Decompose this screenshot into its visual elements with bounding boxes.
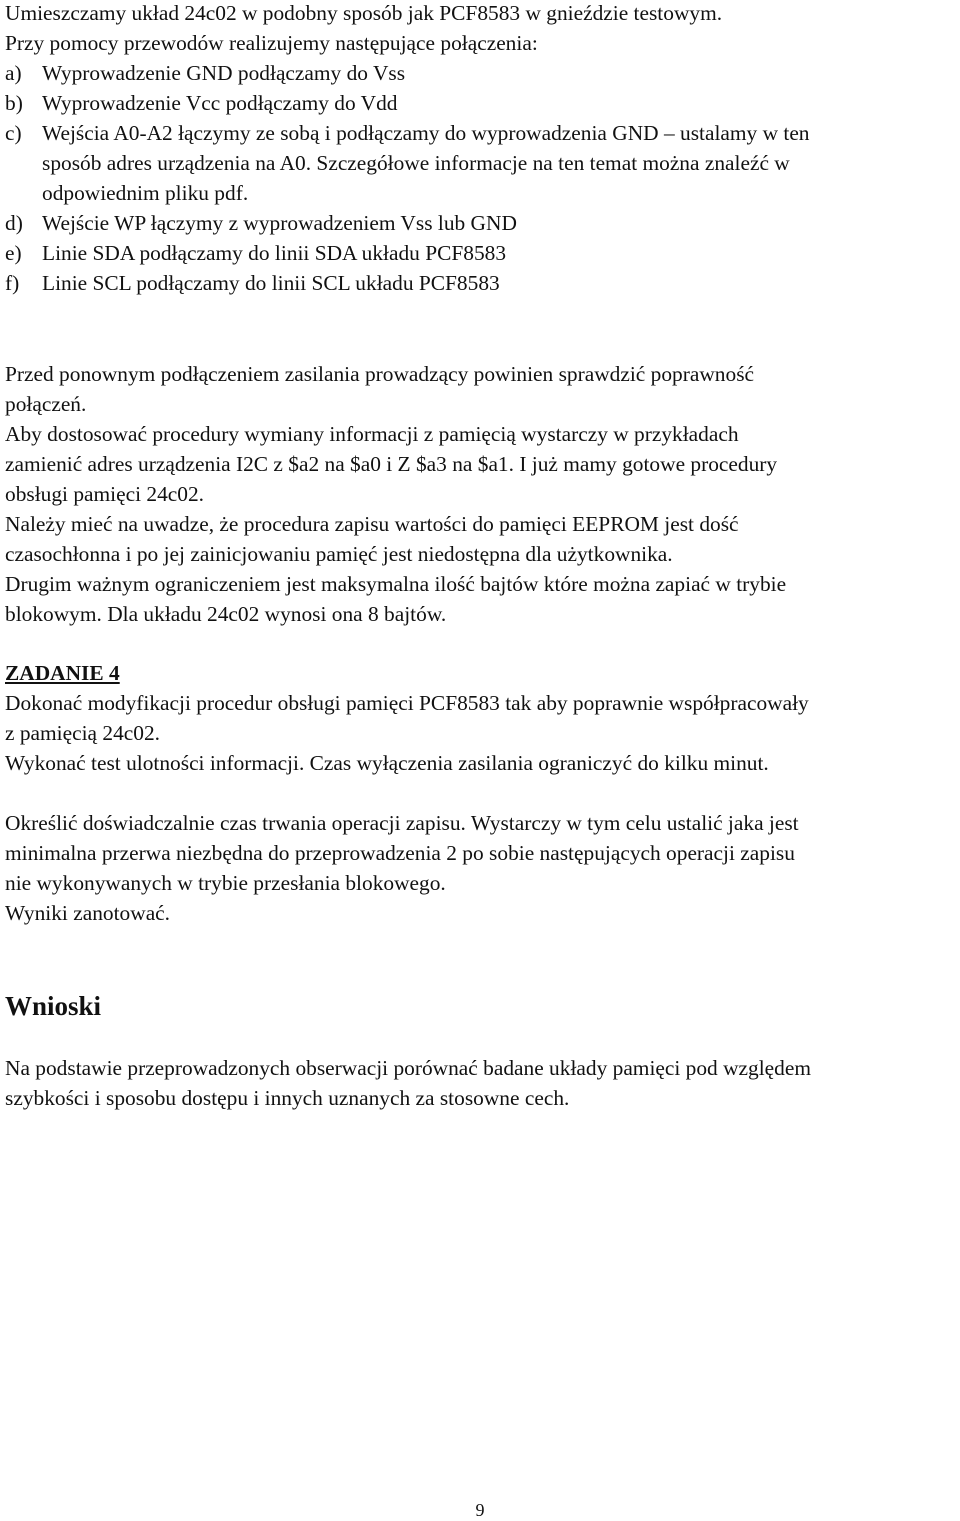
notes-line-9: blokowym. Dla układu 24c02 wynosi ona 8 bajtów. (5, 602, 447, 626)
task-line-7: Wyniki zanotować. (5, 901, 171, 925)
intro-line-2: Przy pomocy przewodów realizujemy następujące połączenia: (5, 31, 538, 55)
list-marker-d: d) (5, 211, 23, 235)
list-item-d: Wejście WP łączymy z wyprowadzeniem Vss lub GND (42, 211, 517, 235)
task-line-3: Wykonać test ulotności informacji. Czas wyłączenia zasilania ograniczyć do kilku minut. (5, 751, 769, 775)
list-item-b: Wyprowadzenie Vcc podłączamy do Vdd (42, 91, 398, 115)
task-line-4: Określić doświadczalnie czas trwania operacji zapisu. Wystarczy w tym celu ustalić jaka jest (5, 811, 799, 835)
list-marker-f: f) (5, 271, 20, 295)
page-number: 9 (475, 1500, 485, 1520)
task-line-5: minimalna przerwa niezbędna do przeprowadzenia 2 po sobie następujących operacji zapisu (5, 841, 795, 865)
notes-line-3: Aby dostosować procedury wymiany informacji z pamięcią wystarczy w przykładach (5, 422, 739, 446)
list-marker-c: c) (5, 121, 22, 145)
list-marker-a: a) (5, 61, 22, 85)
list-marker-b: b) (5, 91, 23, 115)
notes-line-1: Przed ponownym podłączeniem zasilania prowadzący powinien sprawdzić poprawność (5, 362, 755, 386)
list-item-f: Linie SCL podłączamy do linii SCL układu PCF8583 (42, 271, 500, 295)
list-item-a: Wyprowadzenie GND podłączamy do Vss (42, 61, 406, 85)
conclusions-title: Wnioski (5, 991, 102, 1021)
list-item-e: Linie SDA podłączamy do linii SDA układu PCF8583 (42, 241, 507, 265)
list-item-c-line-1: Wejścia A0-A2 łączymy ze sobą i podłączamy do wyprowadzenia GND – ustalamy w ten (42, 121, 810, 145)
list-item-c-line-3: odpowiednim pliku pdf. (42, 181, 249, 205)
notes-line-6: Należy mieć na uwadze, że procedura zapisu wartości do pamięci EEPROM jest dość (5, 512, 739, 536)
task-line-6: nie wykonywanych w trybie przesłania blokowego. (5, 871, 446, 895)
list-marker-e: e) (5, 241, 22, 265)
task-line-2: z pamięcią 24c02. (5, 721, 161, 745)
conclusions-line-2: szybkości i sposobu dostępu i innych uznanych za stosowne cech. (5, 1086, 570, 1110)
notes-line-2: połączeń. (5, 392, 87, 416)
task-heading: ZADANIE 4 (5, 661, 120, 685)
intro-line-1: Umieszczamy układ 24c02 w podobny sposób jak PCF8583 w gnieździe testowym. (5, 1, 723, 25)
list-item-c-line-2: sposób adres urządzenia na A0. Szczegółowe informacje na ten temat można znaleźć w (42, 151, 790, 175)
notes-line-5: obsługi pamięci 24c02. (5, 482, 205, 506)
task-line-1: Dokonać modyfikacji procedur obsługi pamięci PCF8583 tak aby poprawnie współpracowały (5, 691, 809, 715)
notes-line-8: Drugim ważnym ograniczeniem jest maksymalna ilość bajtów które można zapiać w trybie (5, 572, 787, 596)
notes-line-4: zamienić adres urządzenia I2C z $a2 na $a0 i Z $a3 na $a1. I już mamy gotowe procedury (5, 452, 778, 476)
conclusions-line-1: Na podstawie przeprowadzonych obserwacji porównać badane układy pamięci pod względem (5, 1056, 812, 1080)
notes-line-7: czasochłonna i po jej zainicjowaniu pamięć jest niedostępna dla użytkownika. (5, 542, 673, 566)
